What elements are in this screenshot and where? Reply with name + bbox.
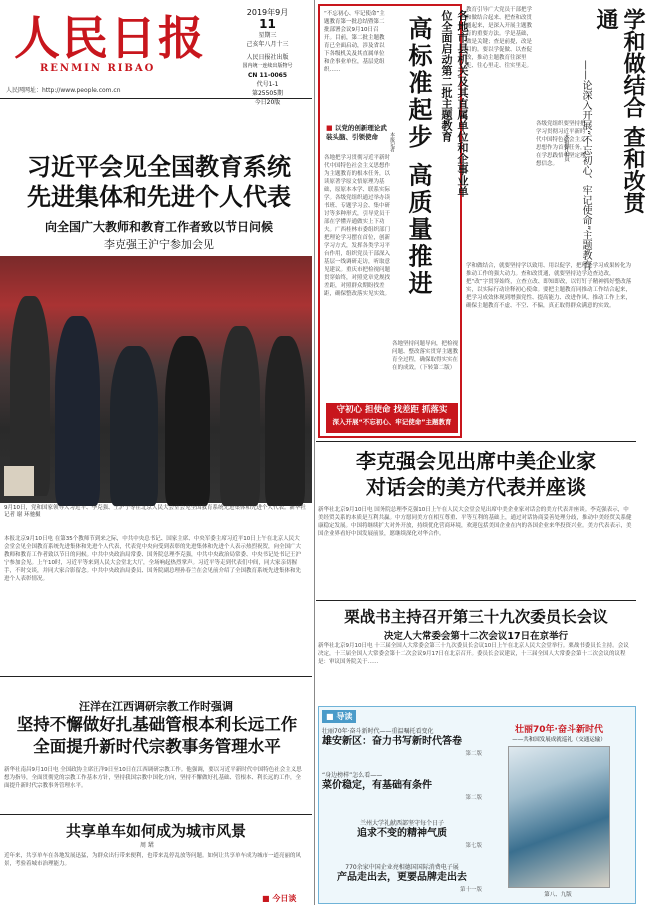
center-kicker: 各地市县机关及其直属单位和企事业单位全面启动第二批主题教育: [440, 10, 469, 197]
likeqiang-body: 新华社北京9月10日电 国务院总理李克强10日上午在人民大会堂会见出席中美企业家对话会的美方代表并座谈。李克强表示，中美经贸关系的本质是互利共赢。中方愿同美方在相互尊重、平等互利的基础上，通过对话协商妥善处理分歧，推动中美经贸关系健康稳定发展。中国将继续扩大对外开放，持续优化营商环境，欢迎包括美国企业在内的各国企业来华投资兴业。美方代表表示，美国企业界看好中国发展前景，愿继续深化对华合作。: [318, 507, 632, 537]
commentary-subtitle: ——论深入开展“不忘初心、牢记使命”主题教育: [580, 60, 591, 271]
lead-headline-line1: 习近平会见全国教育系统: [27, 152, 291, 181]
toc-item[interactable]: [322, 726, 482, 757]
center-headline-col1: 高标准起步: [404, 16, 433, 151]
commentary-byline: 本报评论员: [563, 134, 569, 162]
toc-item-title: 产品走出去，更要品牌走出去: [337, 872, 467, 883]
toc-item[interactable]: [322, 818, 482, 849]
lizhanshu-body: 新华社北京9月10日电 十三届全国人大常委会第三十九次委员长会议10日上午在北京人民大会堂举行。栗战书委员长主持。会议决定，十三届全国人大常委会第十二次会议9月17日在北京召开。委员长会议建议，十三届全国人大常委会第十二次会议的议程是：审议国务院关于……: [318, 643, 629, 665]
lizhanshu-headline[interactable]: 栗战书主持召开第三十九次委员长会议: [344, 607, 608, 626]
wangyang-headline[interactable]: [2, 714, 312, 758]
section-bullet-icon: ■: [326, 124, 333, 132]
commentary-headline-text: [592, 8, 646, 216]
wangyang-headline-line1: 坚持不懈做好扎基础管根本利长远工作: [16, 715, 298, 734]
center-headline-col2: 高质量推进: [404, 162, 433, 298]
commentary-headline[interactable]: [592, 8, 646, 216]
toc-item-page: 第十一版: [459, 887, 482, 893]
wangyang-kicker: 汪洋在江西调研宗教工作时强调: [79, 700, 233, 713]
issue-number: 第25505期: [251, 90, 284, 97]
lead-byline: 李克强王沪宁参加会见: [104, 238, 214, 251]
center-section-label-text: 以党的创新理论武装头脑、引领使命: [326, 124, 387, 141]
lead-subtitle: 向全国广大教师和教育工作者致以节日问候: [44, 220, 273, 234]
center-byline: 本报记者: [389, 132, 395, 152]
toc-item-page: 第二版: [465, 751, 482, 757]
footer-label: [262, 893, 296, 904]
newspaper-logo: 人民日报: [14, 11, 206, 65]
toc-feature-thumbnail[interactable]: [508, 746, 610, 888]
toc-header-icon: ■: [326, 712, 334, 721]
slogan-line1: 守初心 担使命 找差距 抓落实: [336, 405, 448, 415]
weekday: 星期三: [258, 32, 277, 39]
toc-item-kicker: 770余家中国企业亮相德国国际消费电子展: [345, 864, 459, 871]
center-headline[interactable]: [404, 16, 432, 346]
lead-photo-caption: 9月10日，党和国家领导人习近平、李克强、王沪宁等在北京人民大会堂会见全国教育系统先进集体和先进个人代表。新华社记者 谢 环驰摄: [4, 505, 307, 518]
toc-item[interactable]: [322, 770, 482, 801]
center-feature-body: 各地把学习贯彻习近平新时代中国特色社会主义思想作为主题教育的根本任务，以读原著学原文悟原理为基础，原原本本学、联系实际学。各级党组织通过举办读书班、专题学习会、集中研讨等多种形式，引导党员干部在学懂弄通做实上下功夫。广西桂林市委组织部门把理论学习摆在首位，创新学习方式，发挥各类学习平台作用，组织党员干部深入基层一线调研走访，听取意见建议。重庆市把检视问题贯穿始终，对照党章党规找差距，对照群众期盼找差距，确保整改落实见实效。: [324, 155, 391, 297]
footer-label-icon: ■: [262, 894, 270, 903]
newspaper-logo-en: RENMIN RIBAO: [40, 63, 156, 74]
date-year-month: 2019年9月: [246, 8, 289, 17]
lead-article-body: 本报北京9月10日电 在第35个教师节到来之际，中共中央总书记、国家主席、中央军委主席习近平10日上午在北京人民大会堂会见全国教育系统先进集体和先进个人代表，代表党中央向受到表彰的先进集体和先进个人表示热烈祝贺，向全国广大教师和教育工作者致以节日的问候。中共中央政治局常委、国务院总理李克强，中共中央政治局常委、中央书记处书记王沪宁参加会见。上午10时，习近平等来到人民大会堂北大厅，全场响起热烈掌声。习近平等走到代表们中间，同大家亲切握手，不时交谈，并同大家合影留念。中共中央政治局委员、国务院副总理孙春兰在会见前介绍了全国教育系统先进集体和先进个人表彰情况。: [4, 536, 302, 582]
toc-feature-title: 壮丽70年·奋斗新时代: [515, 725, 603, 735]
toc-item-kicker: “身边榜样”怎么看——: [322, 772, 383, 779]
lizhanshu-subtitle: 决定人大常委会第十二次会议17日在京举行: [383, 631, 569, 642]
date-block: [230, 8, 305, 107]
likeqiang-headline-line1: 李克强会见出席中美企业家: [356, 449, 596, 473]
lead-headline[interactable]: [6, 152, 312, 212]
toc-item-title: 追求不变的精神气质: [357, 828, 447, 839]
page-count: 今日20版: [254, 99, 281, 106]
toc-item-kicker: 兰州大学礼献西部坚守每个日子: [359, 820, 444, 827]
edition-org: 人民日报社出版: [246, 54, 289, 61]
commentary-body-bottom: 学和做结合，就要坚持学以致用、用以促学，把理论学习成果转化为推动工作的强大动力。查和改贯通，就要坚持边学边查边改，把“改”字贯穿始终，立查立改、即知即改，以钉钉子精神抓好整改落实，以实际行动诠释初心使命。要把主题教育同推动工作结合起来，把学习成效体现到增强党性、提高能力、改进作风、推动工作上来，确保主题教育不虚、不空、不偏，真正取得群众满意的实效。: [466, 263, 632, 309]
center-section-label: [326, 124, 390, 142]
likeqiang-headline-line2: 对话会的美方代表并座谈: [366, 475, 586, 499]
postal-code: 代号1-1: [256, 81, 279, 88]
website-label[interactable]: 人民网网址：http://www.people.com.cn: [6, 87, 121, 94]
toc-feature-page: 第八、九版: [544, 892, 572, 898]
lunar-date: 己亥年八月十三: [246, 41, 289, 48]
lead-headline-line2: 先进集体和先进个人代表: [27, 182, 291, 211]
bike-author: 周 珺: [140, 842, 154, 849]
commentary-headline-line2: 查和改贯通: [593, 8, 646, 214]
slogan-banner: [326, 403, 458, 433]
center-feature-body-2: 各地坚持问题导向，把检视问题、整改落实贯穿主题教育全过程，确保取得实实在在的成效。（下转第二版）: [392, 341, 459, 371]
toc-item-title: 雄安新区：奋力书写新时代答卷: [322, 736, 462, 747]
commentary-headline-line1: 学和做结合: [620, 8, 646, 118]
toc-item-page: 第二版: [465, 795, 482, 801]
wangyang-headline-line2: 全面提升新时代宗教事务管理水平: [33, 737, 281, 756]
center-feature-intro: “不忘初心、牢记使命”主题教育第一批总结暨第二批部署会议9月10日召开。目前，第二批主题教育已全面启动，涉及省以下各级机关及其直属单位和企事业单位，基层党组织……: [324, 11, 385, 73]
toc-header-text: 导读: [336, 712, 353, 721]
toc-item[interactable]: [322, 862, 482, 893]
slogan-line2: 深入开展“不忘初心、牢记使命”主题教育: [332, 418, 452, 426]
toc-item-kicker: 壮丽70年·奋斗新时代——重温嘱托看变化: [322, 728, 434, 735]
toc-header: [322, 710, 356, 723]
bike-headline[interactable]: 共享单车如何成为城市风景: [65, 822, 246, 840]
cn-number: CN 11-0065: [247, 72, 288, 79]
cn-code-label: 国内统一连续出版物号: [242, 63, 293, 69]
toc-feature-subtitle: ——共和国发展成就巡礼（交通运输）: [512, 737, 606, 743]
bike-body: 近年来，共享单车在各地发展迅猛，为群众出行带来便利，也带来乱停乱放等问题。如何让共享单车成为城市一道亮丽的风景，考验着城市治理能力。: [4, 853, 302, 867]
toc-item-title: 菜价稳定，有基础有条件: [322, 780, 432, 791]
date-day: 11: [259, 17, 276, 31]
wangyang-body: 新华社南昌9月10日电 全国政协主席汪洋9日至10日在江西调研宗教工作。他强调，要以习近平新时代中国特色社会主义思想为指导，全面贯彻党的宗教工作基本方针，坚持我国宗教中国化方向，坚持不懈做好扎基础、管根本、利长远的工作，全面提升新时代宗教事务管理水平。: [4, 767, 302, 789]
commentary-body-left: 教育引导广大党员干部把学和做结合起来、把查和改贯通起来，是深入开展主题教育的重要方法。学是基础，做是关键；查是前提，改是目的。要以学促做、以查促改，推动主题教育往深里走、往心里走、往实里走。: [466, 7, 533, 69]
commentary-body-mid: 各级党组织要坚持把学习贯彻习近平新时代中国特色社会主义思想作为首要任务，在学思践悟中坚定理想信念。: [536, 121, 586, 167]
toc-item-page: 第七版: [465, 843, 482, 849]
likeqiang-headline[interactable]: [318, 448, 634, 500]
footer-label-text: 今日谈: [272, 894, 297, 903]
toc-feature[interactable]: [488, 722, 630, 743]
lead-photo: [0, 256, 312, 503]
